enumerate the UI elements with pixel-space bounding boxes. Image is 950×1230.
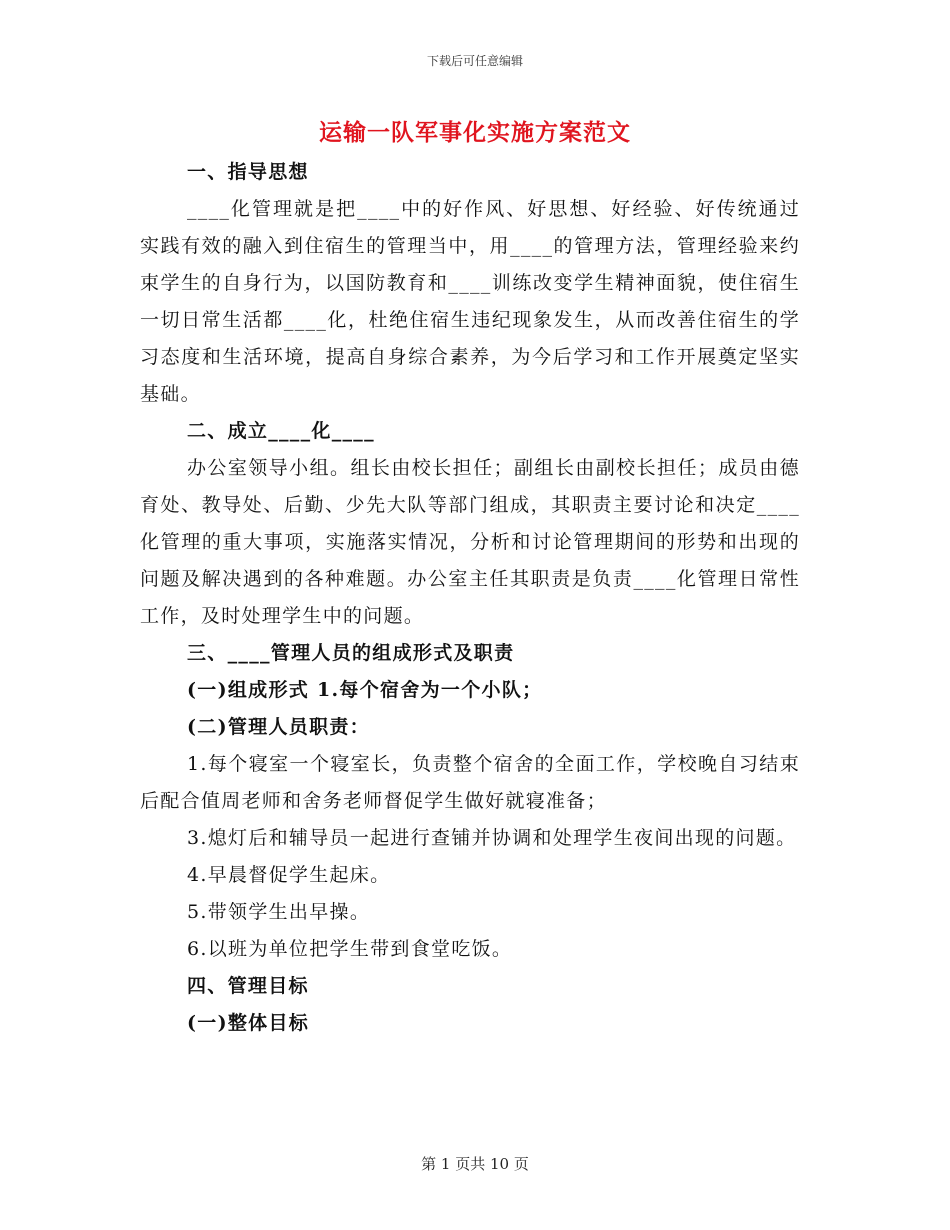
section-paragraph-1: ____化管理就是把____中的好作风、好思想、好经验、好传统通过实践有效的融入到住宿生的管理当中，用____的管理方法，管理经验来约束学生的自身行为，以国防教育和____训练改变学生精神面貌，使住宿生一切日常生活都____化，杜绝住宿生违纪现象发生，从而改善住宿生的学习态度和生活环境，提高自身综合素养，为今后学习和工作开展奠定坚实基础。 xyxy=(140,198,800,405)
section-paragraph-2: 办公室领导小组。组长由校长担任；副组长由副校长担任；成员由德育处、教导处、后勤、少先大队等部门组成，其职责主要讨论和决定____化管理的重大事项，实施落实情况，分析和讨论管理期间的形势和出现的问题及解决遇到的各种难题。办公室主任其职责是负责____化管理日常性工作，及时处理学生中的问题。 xyxy=(140,457,800,627)
section-heading-4: 四、管理目标 xyxy=(187,975,309,997)
list-item-1: 1.每个寝室一个寝室长，负责整个宿舍的全面工作，学校晚自习结束后配合值周老师和舍务老师督促学生做好就寝准备； xyxy=(140,753,800,812)
section-heading-2: 二、成立____化____ xyxy=(187,420,375,442)
list-item-6: 6.以班为单位把学生带到食堂吃饭。 xyxy=(187,938,513,960)
list-item-5: 5.带领学生出早操。 xyxy=(187,901,371,923)
page-footer: 第 1 页共 10 页 xyxy=(421,1155,529,1173)
section-heading-1: 一、指导思想 xyxy=(187,161,309,183)
subsection-heading-3-2: (二)管理人员职责： xyxy=(187,716,370,738)
subsection-heading-3-1: (一)组成形式 1.每个宿舍为一个小队； xyxy=(187,679,543,701)
document-body xyxy=(140,154,800,1042)
list-item-4: 4.早晨督促学生起床。 xyxy=(187,864,391,886)
section-heading-3: 三、____管理人员的组成形式及职责 xyxy=(187,642,515,664)
document-title: 运输一队军事化实施方案范文 xyxy=(319,119,631,146)
page-header-note: 下载后可任意编辑 xyxy=(426,54,523,68)
subsection-heading-4-1: (一)整体目标 xyxy=(187,1012,310,1034)
list-item-3: 3.熄灯后和辅导员一起进行查铺并协调和处理学生夜间出现的问题。 xyxy=(187,827,797,849)
